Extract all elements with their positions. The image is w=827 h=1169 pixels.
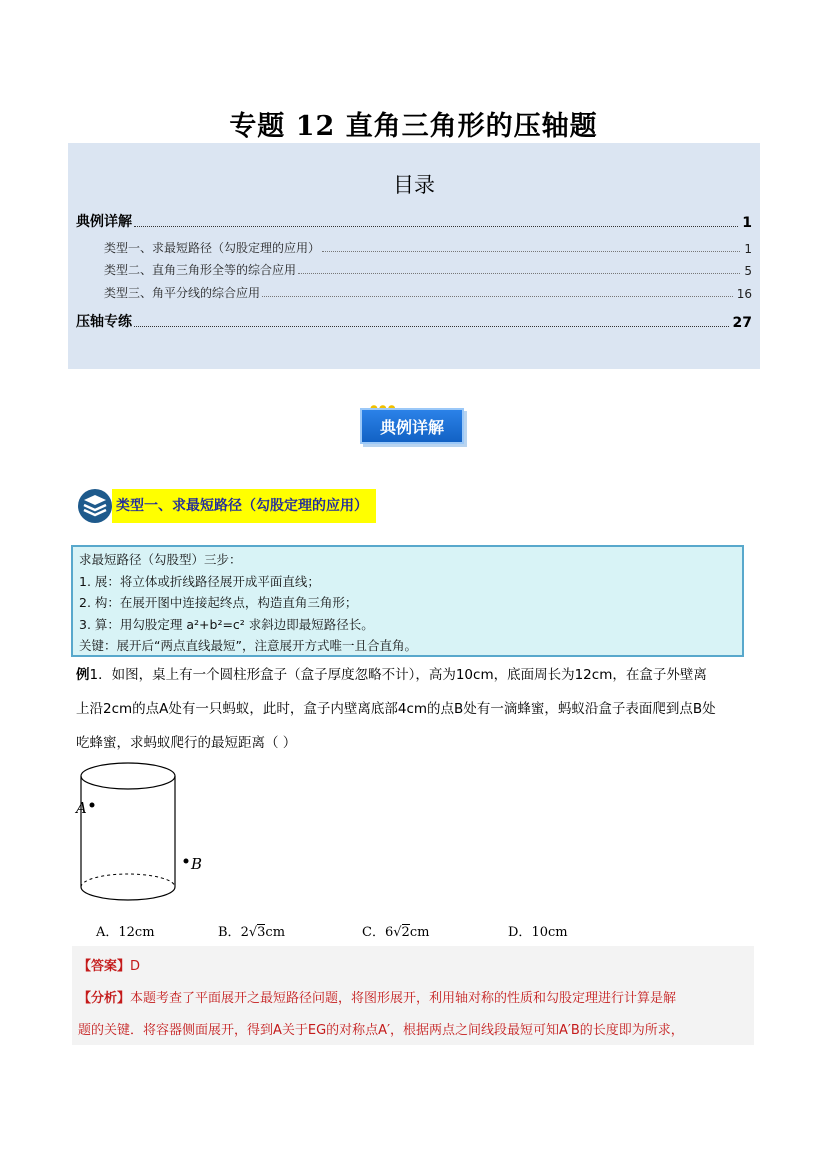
toc-heading: 目录 — [393, 173, 435, 197]
example-text: 1．如图，桌上有一个圆柱形盒子（盒子厚度忽略不计），高为10cm，底面周长为12cm，在盒子外壁离 — [89, 667, 707, 683]
book-stack-icon — [76, 488, 116, 524]
method-tip-box — [71, 545, 744, 657]
toc-entry[interactable] — [104, 284, 752, 301]
answer-value: D — [130, 959, 141, 974]
choice-c[interactable] — [362, 921, 429, 940]
toc-entry-page: 16 — [736, 287, 752, 301]
label-a: A — [76, 799, 87, 817]
toc-leader — [134, 226, 738, 227]
answer-box — [72, 946, 754, 1045]
point-a — [90, 803, 95, 808]
toc-entry-page: 27 — [732, 315, 752, 331]
point-b — [184, 859, 189, 864]
choice-value: 10cm — [531, 925, 568, 940]
choice-unit: cm — [265, 925, 286, 940]
toc-entry-page: 1 — [744, 242, 752, 256]
sqrt-icon: √ — [248, 925, 258, 940]
choice-unit: cm — [409, 925, 430, 940]
section-badge — [360, 404, 466, 446]
choice-d[interactable] — [508, 921, 568, 940]
choice-value: 2 — [240, 925, 249, 940]
analysis-line — [78, 987, 676, 1006]
choice-value: 6 — [384, 925, 394, 940]
toc-entry-label: 类型二、直角三角形全等的综合应用 — [104, 263, 297, 277]
choice-value: 12cm — [118, 925, 155, 940]
example-line: 上沿2cm的点A处有一只蚂蚁，此时，盒子内壁离底部4cm的点B处有一滴蜂蜜，蚂蚁沿盒子表面爬到点B处 — [76, 701, 716, 717]
toc-leader — [322, 251, 740, 252]
analysis-heading: 【分析】 — [78, 991, 131, 1006]
example-line — [76, 659, 756, 691]
tip-line: 求最短路径（勾股型）三步： — [79, 552, 242, 567]
sqrt-icon: √ — [393, 925, 402, 940]
section-heading: 类型一、求最短路径（勾股定理的应用） — [112, 489, 376, 523]
radicand: 2 — [401, 925, 410, 940]
tip-line: 关键：展开后“两点直线最短”，注意展开方式唯一且合直角。 — [79, 638, 417, 653]
example-line: 吃蜂蜜，求蚂蚁爬行的最短距离（ ） — [76, 735, 297, 751]
choice-letter: A． — [96, 925, 119, 940]
toc-entry-label: 典例详解 — [76, 214, 132, 230]
toc-entry-page: 5 — [744, 264, 752, 278]
badge-label: 典例详解 — [360, 408, 464, 444]
choice-letter: C． — [362, 925, 385, 940]
toc-entry[interactable] — [76, 311, 752, 331]
toc-entry-page: 1 — [742, 215, 752, 231]
answer-line — [78, 955, 140, 974]
toc-leader — [134, 326, 729, 327]
tip-line: 2. 构：在展开图中连接起终点，构造直角三角形； — [79, 595, 358, 610]
toc-entry-label: 类型一、求最短路径（勾股定理的应用） — [104, 241, 321, 255]
example-prefix: 例 — [76, 667, 90, 683]
analysis-text: 本题考查了平面展开之最短路径问题，将图形展开，利用轴对称的性质和勾股定理进行计算是解 — [130, 991, 677, 1006]
toc-entry-label: 压轴专练 — [76, 314, 132, 330]
toc-leader — [262, 296, 733, 297]
toc-entry[interactable] — [76, 211, 752, 231]
table-of-contents — [68, 143, 760, 369]
tip-line: 3. 算：用勾股定理 a²+b²=c² 求斜边即最短路径长。 — [79, 616, 374, 632]
label-b: B — [191, 855, 202, 873]
tip-line: 1. 展：将立体或折线路径展开成平面直线； — [79, 573, 320, 589]
toc-entry-label: 类型三、角平分线的综合应用 — [104, 286, 261, 300]
choice-a[interactable] — [96, 921, 155, 940]
toc-entry[interactable] — [104, 261, 752, 278]
toc-entry[interactable] — [104, 239, 752, 256]
choice-letter: B． — [218, 925, 241, 940]
radicand: 3 — [257, 925, 266, 940]
choice-letter: D． — [508, 925, 532, 940]
choice-b[interactable] — [218, 921, 285, 940]
answer-heading: 【答案】 — [78, 959, 131, 974]
toc-leader — [298, 273, 740, 274]
document-title: 专题 12 直角三角形的压轴题 — [229, 111, 598, 142]
cylinder-figure — [72, 760, 202, 910]
analysis-line: 题的关键．将容器侧面展开，得到A关于EG的对称点A′，根据两点之间线段最短可知A′B的长度即为所求， — [78, 1023, 684, 1038]
